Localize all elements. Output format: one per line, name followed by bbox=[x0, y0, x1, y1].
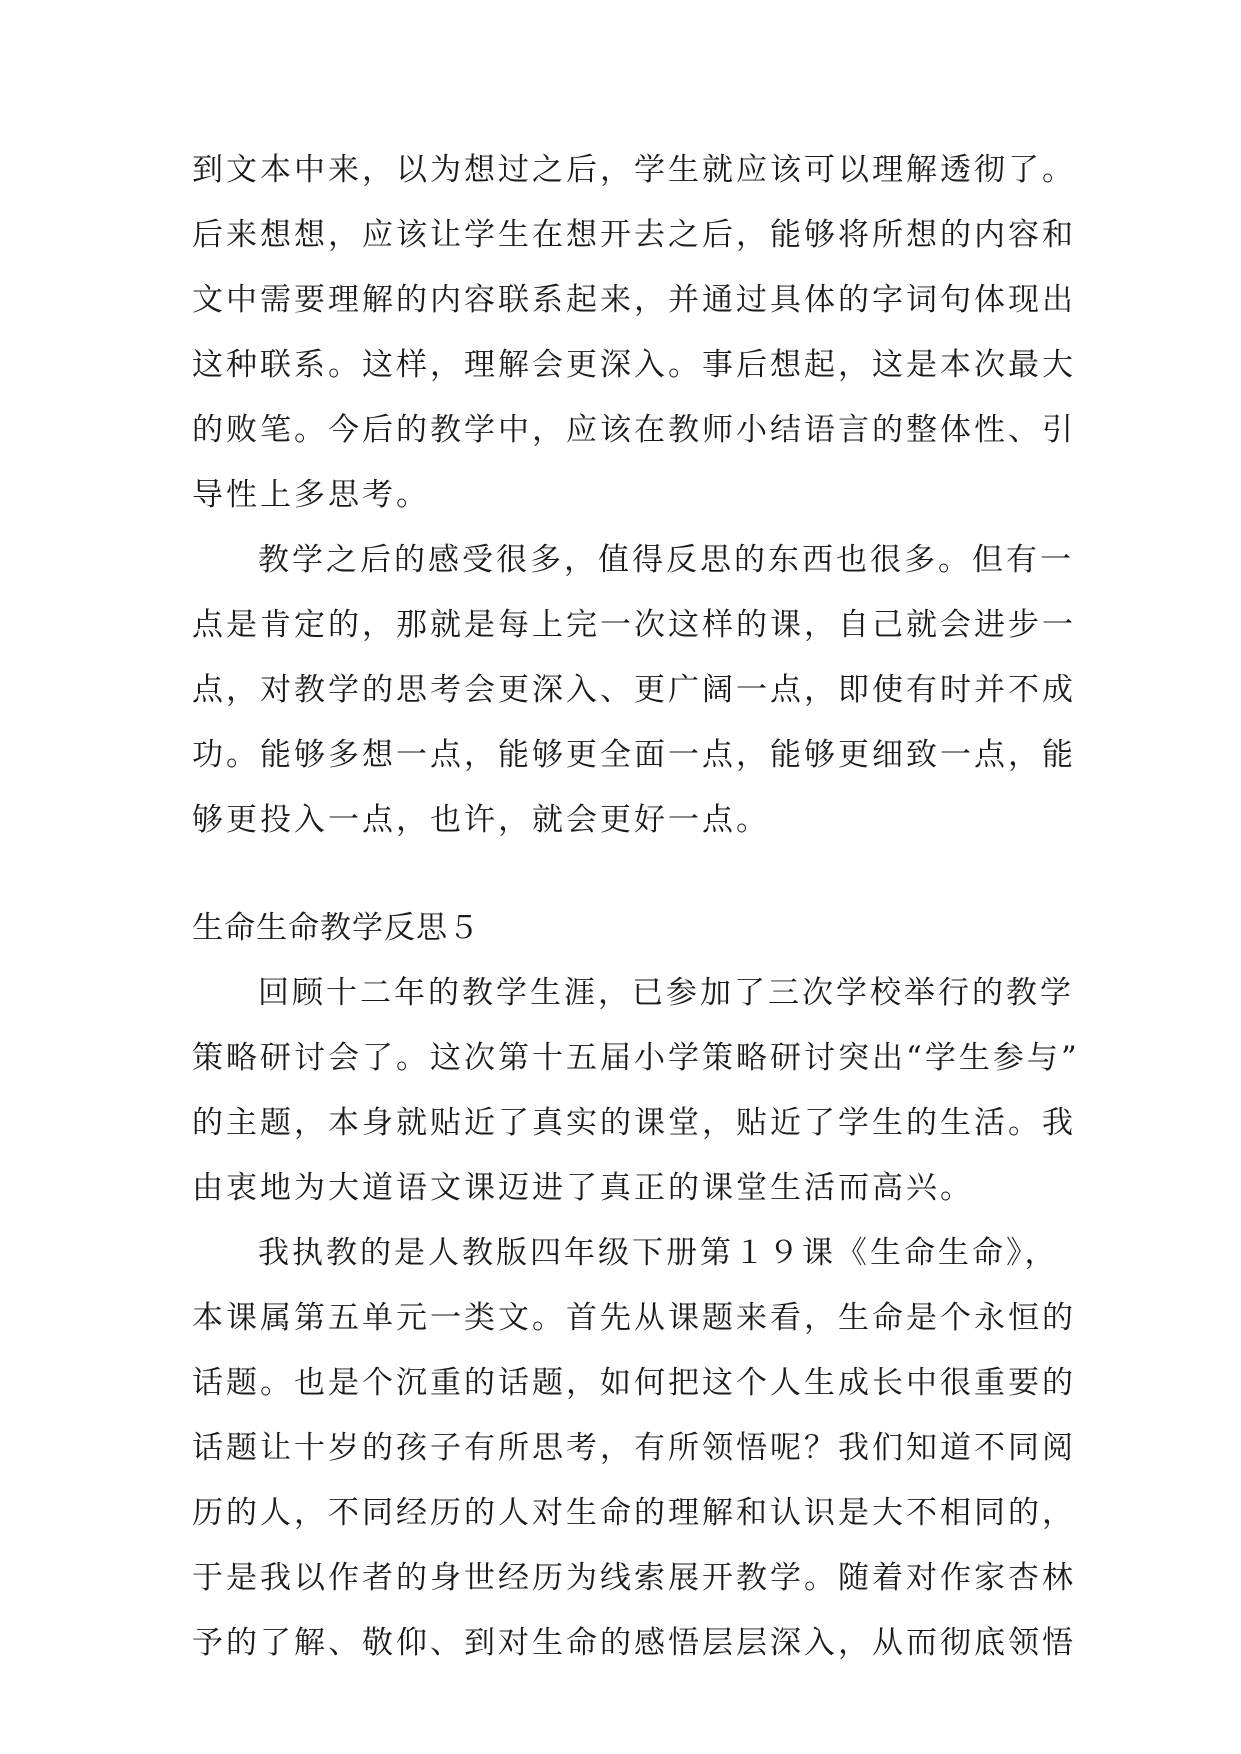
paragraph-1-line-1: 到文本中来，以为想过之后，学生就应该可以理解透彻了。 bbox=[192, 152, 1076, 188]
section-paragraph-1-line-2: 策略研讨会了。这次第十五届小学策略研讨突出“学生参与” bbox=[192, 1040, 1080, 1076]
section-paragraph-2-line-4: 话题让十岁的孩子有所思考，有所领悟呢？我们知道不同阅 bbox=[192, 1430, 1076, 1466]
paragraph-1-line-2: 后来想想，应该让学生在想开去之后，能够将所想的内容和 bbox=[192, 217, 1076, 253]
paragraph-2-line-5: 够更投入一点，也许，就会更好一点。 bbox=[192, 802, 770, 838]
section-paragraph-2-line-6: 于是我以作者的身世经历为线索展开教学。随着对作家杏林 bbox=[192, 1560, 1076, 1596]
section-heading: 生命生命教学反思５ bbox=[192, 910, 480, 946]
paragraph-1-line-6: 导性上多思考。 bbox=[192, 477, 430, 513]
paragraph-1-line-3: 文中需要理解的内容联系起来，并通过具体的字词句体现出 bbox=[192, 282, 1076, 318]
paragraph-1-line-5: 的败笔。今后的教学中，应该在教师小结语言的整体性、引 bbox=[192, 412, 1076, 448]
section-paragraph-1-line-3: 的主题，本身就贴近了真实的课堂，贴近了学生的生活。我 bbox=[192, 1105, 1076, 1141]
section-paragraph-1-line-1: 回顾十二年的教学生涯，已参加了三次学校举行的教学 bbox=[258, 975, 1074, 1011]
section-paragraph-2-line-3: 话题。也是个沉重的话题，如何把这个人生成长中很重要的 bbox=[192, 1365, 1076, 1401]
paragraph-1-line-4: 这种联系。这样，理解会更深入。事后想起，这是本次最大 bbox=[192, 347, 1076, 383]
paragraph-2-line-1: 教学之后的感受很多，值得反思的东西也很多。但有一 bbox=[258, 542, 1074, 578]
section-paragraph-2-line-5: 历的人，不同经历的人对生命的理解和认识是大不相同的， bbox=[192, 1495, 1076, 1531]
paragraph-2-line-4: 功。能够多想一点，能够更全面一点，能够更细致一点，能 bbox=[192, 737, 1076, 773]
paragraph-2-line-2: 点是肯定的，那就是每上完一次这样的课，自己就会进步一 bbox=[192, 607, 1076, 643]
section-paragraph-1-line-4: 由衷地为大道语文课迈进了真正的课堂生活而高兴。 bbox=[192, 1170, 974, 1206]
section-paragraph-2-line-2: 本课属第五单元一类文。首先从课题来看，生命是个永恒的 bbox=[192, 1300, 1076, 1336]
section-paragraph-2-line-1: 我执教的是人教版四年级下册第１９课《生命生命》， bbox=[258, 1235, 1059, 1271]
paragraph-2-line-3: 点，对教学的思考会更深入、更广阔一点，即使有时并不成 bbox=[192, 672, 1076, 708]
section-paragraph-2-line-7: 予的了解、敬仰、到对生命的感悟层层深入，从而彻底领悟 bbox=[192, 1625, 1076, 1661]
